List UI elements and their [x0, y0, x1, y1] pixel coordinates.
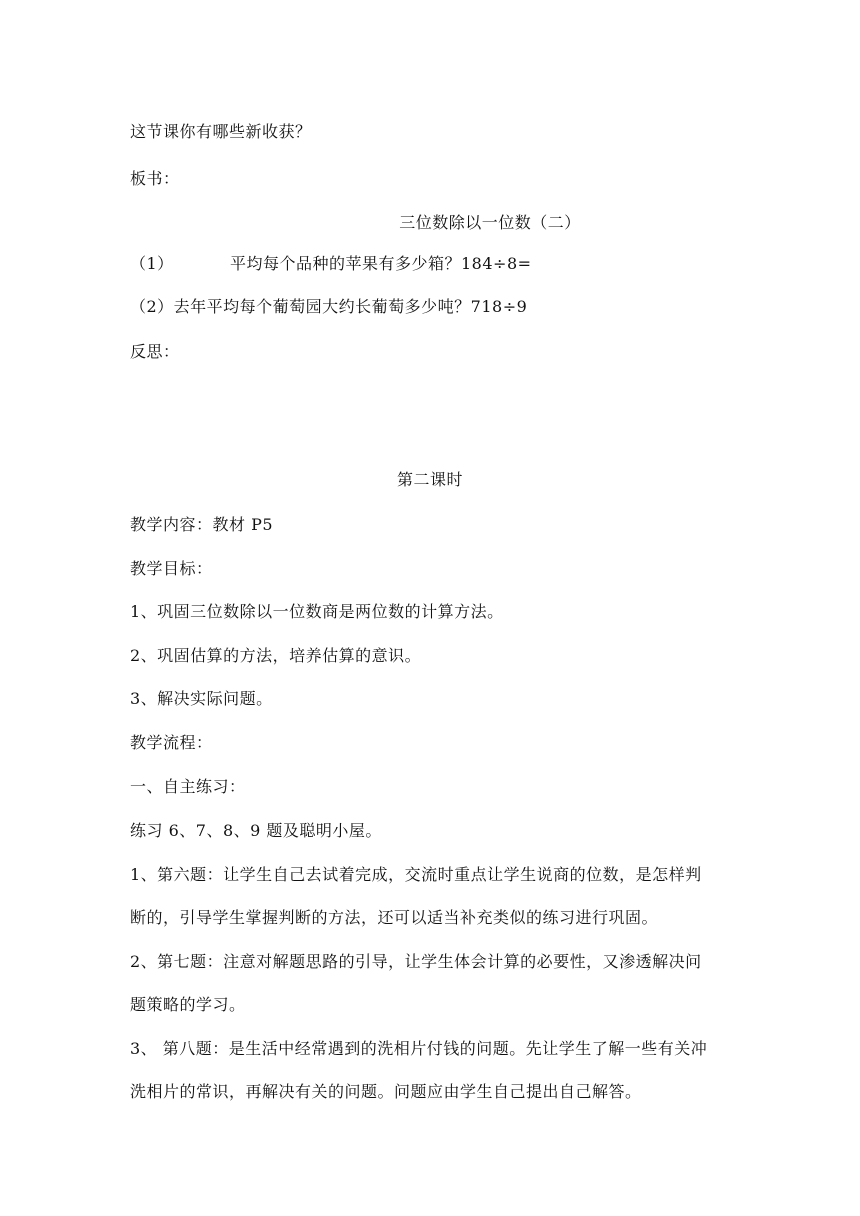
- item-2-line-1: 2、第七题：注意对解题思路的引导，让学生体会计算的必要性，又渗透解决问: [130, 952, 702, 971]
- item-2-line-2: 题策略的学习。: [130, 995, 246, 1014]
- item-3-line-2: 洗相片的常识，再解决有关的问题。问题应由学生自己提出自己解答。: [130, 1082, 642, 1101]
- goal-item: 3、解决实际问题。: [130, 689, 273, 708]
- goal-item: 2、巩固估算的方法，培养估算的意识。: [130, 646, 422, 665]
- board-title: 三位数除以一位数（二）: [399, 213, 581, 232]
- exercises-list: 练习 6、7、8、9 题及聪明小屋。: [130, 821, 382, 840]
- item-1-line-1: 1、第六题：让学生自己去试着完成，交流时重点让学生说商的位数，是怎样判: [130, 865, 702, 884]
- goal-item: 1、巩固三位数除以一位数商是两位数的计算方法。: [130, 602, 504, 621]
- teaching-content: 教学内容：教材 P5: [130, 515, 274, 534]
- goals-label: 教学目标：: [130, 559, 213, 578]
- board-item-1-number: （1）: [130, 254, 174, 273]
- item-1-line-2: 断的，引导学生掌握判断的方法，还可以适当补充类似的练习进行巩固。: [130, 908, 659, 927]
- board-label: 板书：: [130, 169, 180, 188]
- step1-heading: 一、自主练习：: [130, 777, 246, 796]
- reflection-label: 反思：: [130, 342, 180, 361]
- item-3-line-1: 3、 第八题：是生活中经常遇到的洗相片付钱的问题。先让学生了解一些有关冲: [130, 1039, 708, 1058]
- board-item-1-text: 平均每个品种的苹果有多少箱？184÷8=: [230, 254, 532, 273]
- board-item-2: （2）去年平均每个葡萄园大约长葡萄多少吨？718÷9: [130, 297, 528, 316]
- gain-question: 这节课你有哪些新收获？: [130, 122, 312, 141]
- lesson-title: 第二课时: [396, 470, 463, 489]
- board-item-1: [130, 254, 532, 274]
- process-label: 教学流程：: [130, 733, 213, 752]
